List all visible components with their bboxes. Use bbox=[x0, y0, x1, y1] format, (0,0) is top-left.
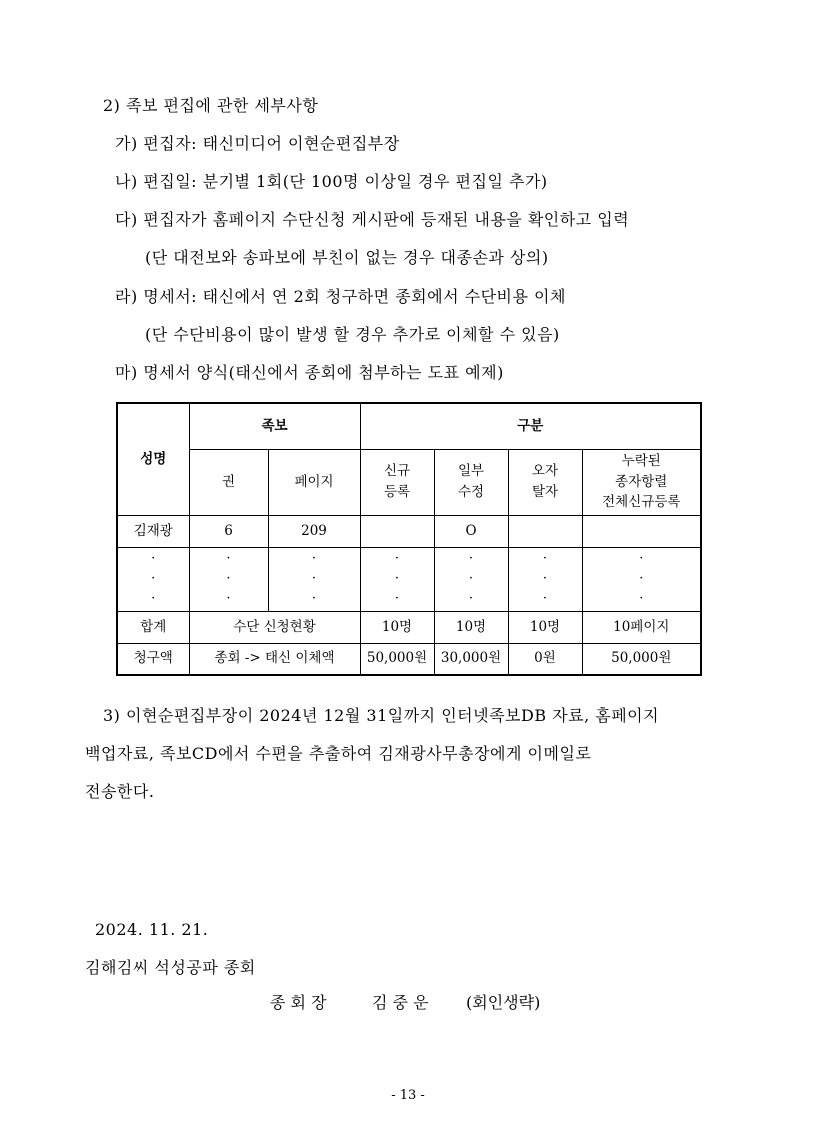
organization-name: 김해김씨 석성공파 종회 bbox=[85, 958, 256, 977]
section-2-heading: 2) 족보 편집에 관한 세부사항 bbox=[103, 96, 319, 115]
total-row: 합계 수단 신청현황 10명 10명 10명 10페이지 bbox=[117, 611, 701, 643]
partial-header: 일부 수정 bbox=[434, 449, 508, 515]
section-3-line-1: 3) 이현순편집부장이 2024년 12월 31일까지 인터넷족보DB 자료, 홈페이지 bbox=[103, 706, 660, 725]
gubun-header: 구분 bbox=[360, 403, 701, 449]
table-row: 김재광 6 209 O bbox=[117, 515, 701, 547]
section-3-line-3: 전송한다. bbox=[85, 782, 155, 801]
section-3-line-2: 백업자료, 족보CD에서 수편을 추출하여 김재광사무총장에게 이메일로 bbox=[85, 744, 592, 763]
item-ga: 가) 편집자: 태신미디어 이현순편집부장 bbox=[115, 134, 400, 153]
item-ma: 마) 명세서 양식(태신에서 종회에 첨부하는 도표 예제) bbox=[115, 363, 504, 382]
signer-title: 종 회 장 bbox=[270, 993, 327, 1012]
seal-note: (회인생략) bbox=[466, 993, 541, 1012]
gwon-header: 권 bbox=[189, 449, 268, 515]
document-date: 2024. 11. 21. bbox=[95, 920, 209, 939]
item-ra: 라) 명세서: 태신에서 연 2회 청구하면 종회에서 수단비용 이체 bbox=[115, 287, 566, 306]
missing-header: 누락된 종자항렬 전체신규등록 bbox=[582, 449, 701, 515]
item-da: 다) 편집자가 홈페이지 수단신청 게시판에 등재된 내용을 확인하고 입력 bbox=[115, 210, 630, 229]
ellipsis-row: · · · · · · · · · · · · · · · · · · · · · bbox=[117, 547, 701, 611]
item-na: 나) 편집일: 분기별 1회(단 100명 이상일 경우 편집일 추가) bbox=[115, 172, 548, 191]
page-number: - 13 - bbox=[391, 1088, 425, 1103]
signer-name: 김 중 운 bbox=[372, 993, 429, 1012]
claim-row: 청구액 종회 -> 태신 이체액 50,000원 30,000원 0원 50,000원 bbox=[117, 643, 701, 675]
new-header: 신규 등록 bbox=[360, 449, 434, 515]
page-header: 페이지 bbox=[268, 449, 360, 515]
jokbo-header: 족보 bbox=[189, 403, 360, 449]
name-header: 성명 bbox=[117, 403, 189, 515]
statement-table bbox=[116, 402, 702, 676]
item-ra-note: (단 수단비용이 많이 발생 할 경우 추가로 이체할 수 있음) bbox=[145, 325, 560, 344]
typo-header: 오자 탈자 bbox=[508, 449, 582, 515]
item-da-note: (단 대전보와 송파보에 부친이 없는 경우 대종손과 상의) bbox=[145, 248, 549, 267]
